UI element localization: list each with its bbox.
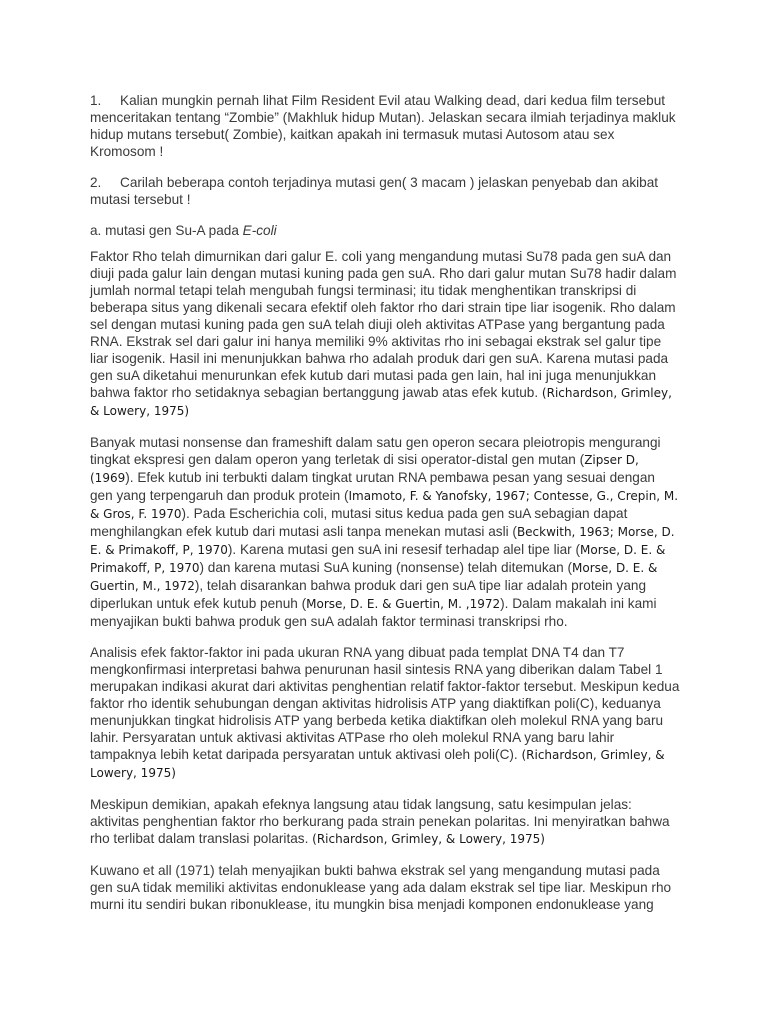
paragraph-text: ). Pada Escherichia coli, mutasi situs kedua pada gen suA sebagian dapat menghilangkan efek kutub dari mutasi asli tanpa menekan mutasi asli (: [90, 506, 628, 539]
citation: (Richardson, Grimley, & Lowery, 1975): [312, 832, 545, 846]
paragraph-rna-analysis: [90, 644, 680, 782]
paragraph-text: Kuwano et all (1971) telah menyajikan bukti bahwa ekstrak sel yang mengandung mutasi pada gen suA tidak memiliki aktivitas endonuklease yang ada dalam ekstrak sel tipe liar. Meskipun rho murni itu sendiri bukan ribonuklease, itu mungkin bisa menjadi komponen endonuklease yang: [90, 863, 672, 912]
paragraph-text: ), telah disarankan bahwa produk dari gen suA tipe liar adalah protein yang diperlukan untuk efek kutub penuh (: [90, 578, 646, 611]
paragraph-rho-factor: [90, 248, 680, 420]
paragraph-text: ). Karena mutasi gen suA ini resesif terhadap alel tipe liar (: [227, 542, 581, 557]
citation: Morse, D. E. & Guertin, M. ,1972: [306, 597, 501, 611]
citation: (Richardson, Grimley, & Lowery, 1975): [90, 386, 672, 418]
question-1: [90, 92, 680, 160]
question-2: [90, 174, 680, 208]
paragraph-text: ) dan karena mutasi SuA kuning (nonsense) telah ditemukan (: [199, 560, 573, 575]
question-text: Kalian mungkin pernah lihat Film Resident Evil atau Walking dead, dari kedua film tersebut menceritakan tentang “Zombie” (Makhluk hidup Mutan). Jelaskan secara ilmiah terjadinya makluk hidup mutans tersebut( Zombie), kaitkan apakah ini termasuk mutasi Autosom atau sex Kromosom !: [90, 93, 676, 159]
subheading-italic: E-coli: [242, 223, 277, 238]
subheading: [90, 222, 680, 239]
paragraph-conclusion: [90, 796, 680, 848]
citation: (Richardson, Grimley, & Lowery, 1975): [90, 748, 665, 780]
paragraph-text: ). Dalam makalah ini kami menyajikan bukti bahwa produk gen suA adalah faktor terminasi transkripsi rho.: [90, 596, 657, 629]
paragraph-kuwano: [90, 862, 680, 913]
citation: Zipser D, (1969: [90, 453, 639, 485]
paragraph-text: Banyak mutasi nonsense dan frameshift dalam satu gen operon secara pleiotropis mengurangi tingkat ekspresi gen dalam operon yang terletak di sisi operator-distal gen mutan (: [90, 435, 661, 467]
paragraph-text: Faktor Rho telah dimurnikan dari galur E. coli yang mengandung mutasi Su78 pada gen suA dan diuji pada galur lain dengan mutasi kuning pada gen suA. Rho dari galur mutan Su78 hadir dalam jumlah normal tetapi telah mengubah fungsi terminasi; itu tidak menghentikan transkripsi di beberapa situs yang dikenali secara efektif oleh faktor rho dari strain tipe liar isogenik. Rho dalam sel dengan mutasi kuning pada gen suA telah diuji oleh aktivitas ATPase yang bergantung pada RNA. Ekstrak sel dari galur ini hanya memiliki 9% aktivitas rho ini sebagai ekstrak sel galur tipe liar isogenik. Hasil ini menunjukkan bahwa rho adalah produk dari gen suA. Karena mutasi pada gen suA diketahui menurunkan efek kutub dari mutasi pada gen lain, hal ini juga menunjukkan bahwa faktor rho setidaknya sebagian bertanggung jawab atas efek kutub.: [90, 249, 677, 400]
citation: Morse, D. E. & Guertin, M., 1972: [90, 561, 658, 593]
subheading-prefix: a. mutasi gen Su-A pada: [90, 223, 243, 238]
paragraph-text: Meskipun demikian, apakah efeknya langsung atau tidak langsung, satu kesimpulan jelas: aktivitas penghentian faktor rho berkurang pada strain penekan polaritas. Ini menyiratkan bahwa rho terlibat dalam translasi polaritas.: [90, 797, 670, 846]
question-number: 1.: [90, 93, 102, 108]
document-page: [90, 92, 680, 927]
paragraph-nonsense-mutations: [90, 434, 680, 630]
paragraph-text: ). Efek kutub ini terbukti dalam tingkat urutan RNA pembawa pesan yang sesuai dengan gen yang terpengaruh dan produk protein (: [90, 470, 655, 503]
citation: Morse, D. E. & Primakoff, P, 1970: [90, 543, 666, 575]
paragraph-text: Analisis efek faktor-faktor ini pada ukuran RNA yang dibuat pada templat DNA T4 dan T7 mengkonfirmasi interpretasi bahwa penurunan hasil sintesis RNA yang diberikan dalam Tabel 1 merupakan indikasi akurat dari aktivitas penghentian relatif faktor-faktor tersebut. Meskipun kedua faktor rho identik sehubungan dengan aktivitas hidrolisis ATP yang diaktifkan poli(C), keduanya menunjukkan tingkat hidrolisis ATP yang berbeda ketika diaktifkan oleh molekul RNA yang baru lahir. Persyaratan untuk aktivasi aktivitas ATPase rho oleh molekul RNA yang baru lahir tampaknya lebih ketat daripada persyaratan untuk aktivasi oleh poli(C).: [90, 645, 680, 762]
question-text: Carilah beberapa contoh terjadinya mutasi gen( 3 macam ) jelaskan penyebab dan akibat mutasi tersebut !: [90, 175, 659, 207]
citation: Beckwith, 1963; Morse, D. E. & Primakoff, P, 1970: [90, 525, 675, 557]
citation: Imamoto, F. & Yanofsky, 1967; Contesse, G., Crepin, M. & Gros, F. 1970: [90, 489, 679, 521]
question-number: 2.: [90, 175, 102, 190]
